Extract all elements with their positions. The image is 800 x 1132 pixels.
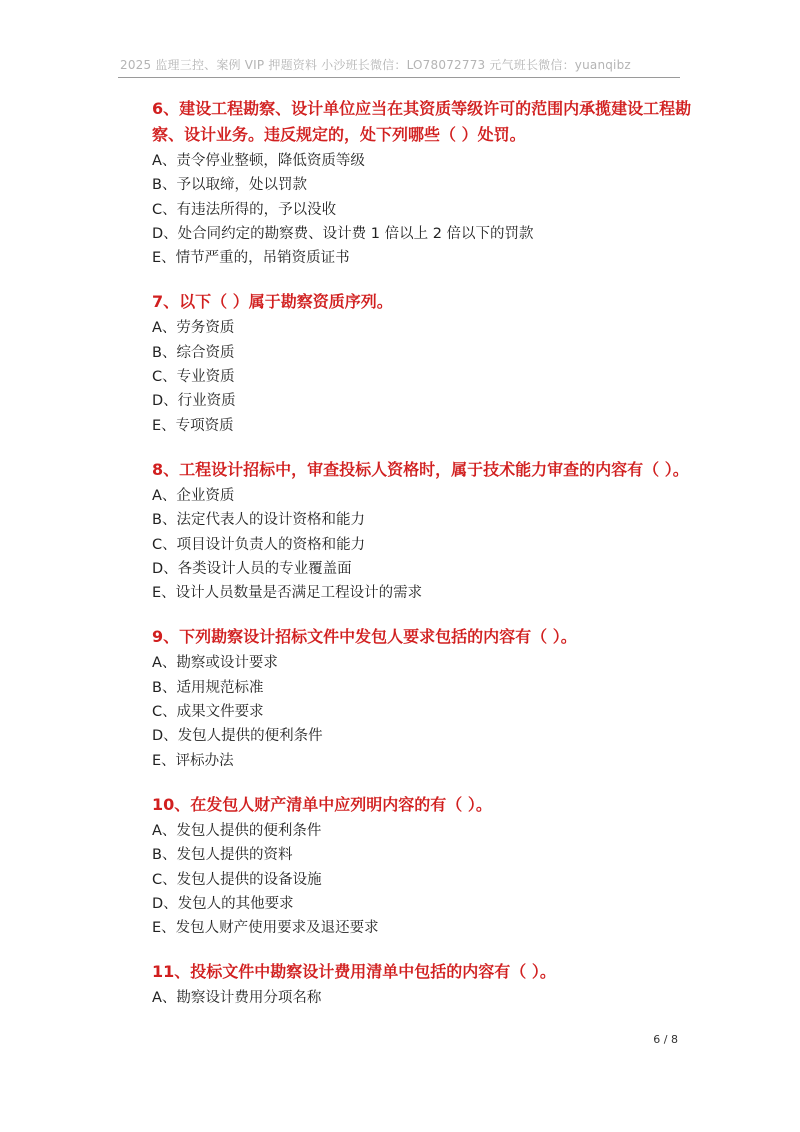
question-10	[152, 792, 692, 940]
option-a: A、勘察设计费用分项名称	[152, 990, 322, 1007]
question-title: 9、下列勘察设计招标文件中发包人要求包括的内容有（ ）。	[152, 627, 577, 647]
option-a: A、企业资质	[152, 487, 235, 504]
question-title: 10、在发包人财产清单中应列明内容的有（ ）。	[152, 794, 492, 814]
option-c: C、有违法所得的，予以没收	[152, 201, 337, 218]
question-9	[152, 624, 692, 772]
header-divider	[118, 77, 680, 78]
option-a: A、劳务资质	[152, 320, 235, 337]
option-d: D、发包人提供的便利条件	[152, 728, 323, 745]
option-c: C、成果文件要求	[152, 704, 264, 721]
option-e: E、发包人财产使用要求及退还要求	[152, 920, 379, 937]
page-number: 6 / 8	[653, 1033, 678, 1046]
option-d: D、行业资质	[152, 393, 236, 410]
question-title: 8、工程设计招标中，审查投标人资格时，属于技术能力审查的内容有（ ）。	[152, 459, 689, 479]
option-b: B、法定代表人的设计资格和能力	[152, 512, 365, 529]
option-c: C、发包人提供的设备设施	[152, 871, 322, 888]
question-6	[152, 96, 692, 270]
option-d: D、处合同约定的勘察费、设计费 1 倍以上 2 倍以下的罚款	[152, 225, 534, 242]
question-title: 7、以下（ ）属于勘察资质序列。	[152, 292, 393, 312]
option-a: A、勘察或设计要求	[152, 655, 278, 672]
question-list	[152, 96, 692, 1030]
option-c: C、专业资质	[152, 369, 235, 386]
option-d: D、发包人的其他要求	[152, 895, 294, 912]
option-b: B、综合资质	[152, 344, 235, 361]
option-e: E、设计人员数量是否满足工程设计的需求	[152, 585, 423, 602]
option-a: A、发包人提供的便利条件	[152, 822, 322, 839]
question-11	[152, 959, 692, 1010]
option-e: E、评标办法	[152, 752, 234, 769]
option-b: B、适用规范标准	[152, 679, 264, 696]
option-e: E、情节严重的，吊销资质证书	[152, 250, 350, 267]
option-d: D、各类设计人员的专业覆盖面	[152, 560, 352, 577]
question-7	[152, 289, 692, 437]
option-b: B、发包人提供的资料	[152, 847, 293, 864]
question-title: 11、投标文件中勘察设计费用清单中包括的内容有（ ）。	[152, 962, 556, 982]
page-header: 2025 监理三控、案例 VIP 押题资料 小沙班长微信：LO78072773 元气班长微信：yuanqibz	[120, 58, 631, 72]
option-b: B、予以取缔，处以罚款	[152, 177, 307, 194]
option-c: C、项目设计负责人的资格和能力	[152, 536, 366, 553]
option-a: A、责令停业整顿，降低资质等级	[152, 153, 365, 169]
question-title: 6、建设工程勘察、设计单位应当在其资质等级许可的范围内承揽建设工程勘察、设计业务。违反规定的，处下列哪些（ ）处罚。	[152, 99, 692, 144]
question-8	[152, 457, 692, 605]
option-e: E、专项资质	[152, 417, 234, 434]
